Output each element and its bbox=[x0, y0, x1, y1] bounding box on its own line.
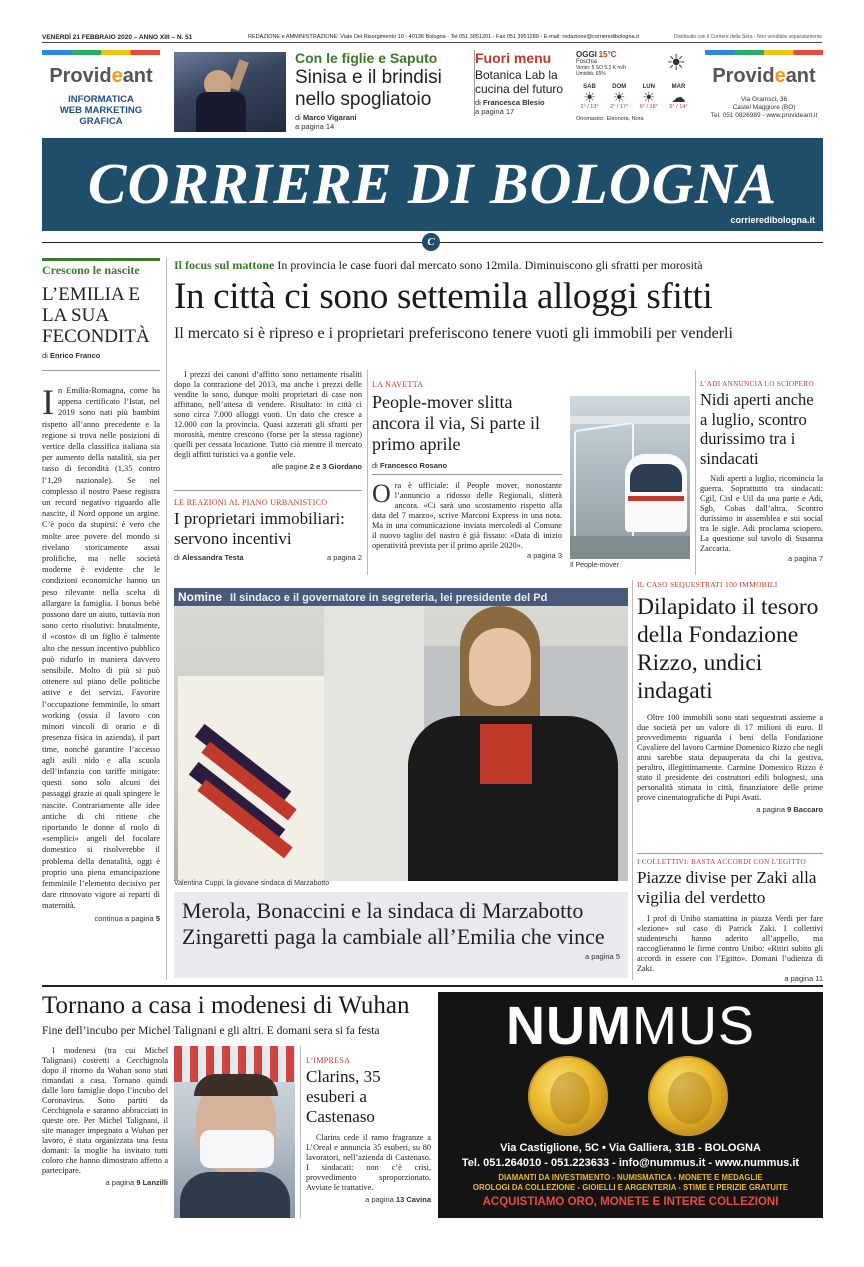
zaki-page-ref: a pagina 11 bbox=[784, 974, 823, 983]
ad-contact: Tel. 051 0826989 - www.provideant.it bbox=[710, 112, 818, 119]
wuhan-body: I modenesi (tra cui Michel Talignani) costretti a Cecchignola dopo il ritorno da Wuhan sono stati rimandati a casa. Tornano quindi dalle loro famiglie dopo l’incubo del Coronavirus. Sono partiti da Cecchignola e saranno abbracciati in queste ore. Per Michel Talignani, il site manager impegnato a Wuhan per lavoro, è stata organizzata una festa domani: la moglie ha invitato tutti coloro che hanno dimostrato affetto a partecipare. bbox=[42, 1046, 168, 1175]
weather-desc: Foschia bbox=[576, 59, 598, 65]
ad-logo: Provideant bbox=[49, 65, 153, 87]
teaser-fuori-menu[interactable]: Fuori menu Botanica Lab la cucina del futuro di Francesca Blesio a pagina 17 bbox=[474, 50, 569, 116]
drop-cap: O bbox=[372, 479, 391, 508]
ad-address-2: Castel Maggiore (BO) bbox=[732, 104, 796, 111]
editorial-author: Enrico Franco bbox=[49, 351, 101, 360]
sciopero-story[interactable] bbox=[700, 380, 823, 563]
rizzo-story[interactable]: IL CASO SEQUESTRATI 100 IMMOBILI Dilapidato il tesoro della Fondazione Rizzo, undici indagati Oltre 100 immobili sono stati sequestrati assieme a due società per un valore di 17 milioni di euro. Il provvedimento riguarda i beni della Fondazione Cavaliere del lavoro Carmine Domenico Rizzo che negli anni sarebbe stata depauperata da chi la gestiva, peraltro, illegittimamente. Carmine Domenico Rizzo è stato il presidente dei costruttori edili bolognesi, una personalità stimata in città, finanziatore delle prime prove cinematografiche di Pupi Avati. a pagina 9 Baccaro bbox=[637, 580, 823, 814]
nummus-line-2: OROLOGI DA COLLEZIONE - GIOIELLI E ARGENTERIA - STIME E PERIZIE GRATUITE bbox=[472, 1183, 789, 1192]
gold-coin-left bbox=[528, 1056, 608, 1136]
nummus-contacts: Tel. 051.264010 - 051.223633 - info@nummus.it - www.nummus.it bbox=[461, 1157, 800, 1169]
navetta-body: ra è ufficiale: il People mover, nonostante l’annuncio a ridosso delle Regionali, slitterà ancora. «Ci sarà uno scostamento rispetto alla data del 7 marzo», scrive Marconi Express in una nota. Ma in una comunicazione inviata mercoledì al Comune il nuovo taglio del nastro è già fissato: «Data di inizio operatività prevista per il primo aprile 2020». bbox=[372, 481, 562, 550]
distribuzione-note: Distribuito con il Corriere della Sera - Non vendibile separatamente bbox=[673, 34, 822, 40]
sciopero-kicker: L’ADI ANNUNCIA LO SCIOPERO bbox=[700, 380, 814, 388]
gold-coin-right bbox=[648, 1056, 728, 1136]
nomine-label: Nomine bbox=[178, 590, 223, 604]
sun-icon: ☀ bbox=[612, 89, 626, 105]
navetta-author: Francesco Rosano bbox=[379, 461, 448, 470]
weather-today-label: OGGI bbox=[576, 50, 597, 59]
nomine-story[interactable] bbox=[174, 892, 628, 978]
talignani-photo[interactable] bbox=[174, 1046, 295, 1218]
forecast-temp: 2° / 17° bbox=[610, 104, 629, 110]
cuppi-caption: Valentina Cuppi, la giovane sindaca di Marzabotto bbox=[174, 880, 330, 887]
lead-page-ref[interactable]: 2 e 3 bbox=[309, 462, 327, 471]
reazioni-page-ref: a pagina 2 bbox=[326, 553, 362, 562]
nummus-line-1: DIAMANTI DA INVESTIMENTO - NUMISMATICA - MONETE E MEDAGLIE bbox=[498, 1173, 763, 1182]
forecast-temp: 2° / 13° bbox=[580, 104, 599, 110]
editorial-kicker: Crescono le nascite bbox=[42, 258, 160, 278]
masthead bbox=[42, 138, 823, 231]
issue-date: VENERDÌ 21 FEBBRAIO 2020 – ANNO XIII – N. 51 bbox=[42, 34, 193, 41]
lead-body: I prezzi dei canoni d’affitto sono nettamente risaliti dopo la contrazione del 2013, ma anche i prezzi delle vendite lo sono, dunque molti proprietari di case non affittano, nell’attesa di vendere. Risultato: in città ci sono circa 7.000 alloggi vuoti. Un dato che cresce a 12.000 con la provincia. Quasi azzerati gli sfratti per morosità, mentre crescono (forse per la stessa ragione) quelli per cessata locazione. Tutto ciò mentre il mercato degli affitti turistici va a gonfie vele. bbox=[174, 370, 362, 459]
rizzo-page-ref[interactable]: 9 bbox=[787, 805, 792, 814]
drop-cap: I bbox=[42, 382, 54, 422]
masthead-seal-icon: C bbox=[422, 233, 440, 251]
forecast-day: LUN bbox=[642, 84, 655, 90]
lead-ref-author: Giordano bbox=[328, 462, 362, 471]
sun-icon: ☀ bbox=[583, 89, 596, 105]
clarins-title: Clarins, 35 esuberi a Castenaso bbox=[306, 1067, 381, 1126]
teaser-page-ref: a pagina 17 bbox=[475, 107, 515, 116]
rizzo-title: Dilapidato il tesoro della Fondazione Rizzo, undici indagati bbox=[637, 594, 819, 704]
editorial-title: L’EMILIA E LA SUA FECONDITÀ bbox=[42, 284, 150, 347]
teaser-kicker: Con le figlie e Saputo bbox=[295, 50, 438, 66]
sciopero-title: Nidi aperti anche a luglio, scontro durissimo tra i sindacati bbox=[700, 390, 814, 468]
rizzo-kicker: IL CASO SEQUESTRATI 100 IMMOBILI bbox=[637, 580, 778, 589]
weather-humidity: Umidità: 65% bbox=[576, 71, 606, 77]
weather-box bbox=[576, 50, 692, 132]
clarins-story[interactable]: L’IMPRESA Clarins, 35 esuberi a Castenaso Clarins cede il ramo fragranze a L’Oreal e annuncia 35 esuberi, su 80 lavoratori, nell’azienda di Castenaso. I sindacati: non c’è crisi, provvedimento sproporzionato. Avviate le trattative. a pagina 13 Cavina bbox=[306, 1056, 431, 1204]
sciopero-body: Nidi aperti a luglio, ricomincia la guerra. Soprattutto tra sindacati: Cgil, Cisl e Uil da una parte e Adi, Sgb, Cobas dall’altra. Scontro durissimo in assemblea e sui social tra le sigle. Adi proclama sciopero. La questione sul tavolo di Susanna Zaccaria. bbox=[700, 474, 823, 553]
navetta-story[interactable]: LA NAVETTA People-mover slitta ancora il via, Si parte il primo aprile di Francesco Rosano Ora è ufficiale: il People mover, nonostante l’annuncio a ridosso delle Regionali, slitterà ancora. «Ci sarà uno scostamento rispetto alla data del 7 marzo», scrive Marconi Express in una nota. Ma in una comunicazione inviata mercoledì al Comune il nuovo taglio del nastro è già fissato: «Data di inizio operatività prevista per il primo aprile 2020». a pagina 3 bbox=[372, 380, 562, 560]
forecast-day: SAB bbox=[583, 84, 596, 90]
sun-icon: ☀ bbox=[666, 50, 686, 75]
people-mover-caption: Il People-mover bbox=[570, 562, 620, 569]
focus-label: Il focus sul mattone bbox=[174, 258, 275, 272]
reazioni-story[interactable]: LE REAZIONI AL PIANO URBANISTICO I proprietari immobiliari: servono incentivi di Alessandra Testa a pagina 2 bbox=[174, 498, 362, 562]
wuhan-page-ref[interactable]: 9 bbox=[136, 1178, 141, 1187]
editorial-body: n Emilia-Romagna, come ha appena certificato l’Istat, nel 2019 sono nati più bambini rispetto all’anno precedente e la regione si trova nelle posizioni di vertice della classifica italiana sia per aumento della natalità, sia per tasso di fecondità (1,35 contro l’1,29 nazionale). Se nel complesso il nostro Paese registra un record negativo riguardo alle nascite, il Nord oppone un argine. C’è poco da stupirsi: è vero che molte aree povere del mondo si rivelano storicamente assai prolifiche, ma nelle società moderne è evidente che le condizioni economiche hanno un peso rilevante nella scelta di allargare la famiglia. I bonus bebè possono dare un aiuto, tuttavia non sono certo risolutivi: brutalmente, il «costo» di un figlio è talmente alto che nessun incentivo pubblico può ridurlo in maniera davvero sensibile. Molto di più si può ottenere sul piano delle politiche attive e dei servizi. Favorire l’occupazione femminile, lo smart working (ossia il lavoro con minori vincoli di orario e di presenza fisica in azienda), il part time, nonché garantire l’accesso agli asili nido e alla scuola dell’infanzia con tariffe mitigate: questi sono solo alcuni dei passaggi grazie ai quali spingere le nascite. Contrariamente alle idee antiche di chi ritiene che riportando le donne al ruolo di «semplici» angeli del focolare domestico si risolverebbe il problema della denatalità, oggi è proprio una piena emancipazione femminile l’elemento decisivo per dare rinnovato vigore ai reparti di maternità. bbox=[42, 386, 160, 911]
ad-color-stripe bbox=[42, 50, 160, 55]
teaser-title: Botanica Lab la cucina del futuro bbox=[475, 68, 564, 96]
zaki-kicker: I COLLETTIVI: BASTA ACCORDI CON L’EGITTO bbox=[637, 858, 806, 866]
forecast-day: MAR bbox=[671, 84, 686, 90]
forecast-temp: 6° / 18° bbox=[639, 104, 658, 110]
ad-line-1: INFORMATICA bbox=[68, 94, 134, 105]
ad-address-1: Via Gramsci, 36 bbox=[740, 96, 788, 103]
weather-today-temp: 15°C bbox=[598, 50, 617, 59]
teaser-kicker: Fuori menu bbox=[475, 50, 552, 66]
reazioni-author: Alessandra Testa bbox=[181, 553, 244, 562]
nummus-line-3: ACQUISTIAMO ORO, MONETE E INTERE COLLEZIONI bbox=[482, 1196, 779, 1208]
ad-line-2: WEB MARKETING bbox=[59, 105, 143, 116]
rizzo-body: Oltre 100 immobili sono stati sequestrati assieme a due società per un valore di 17 milioni di euro. Il provvedimento riguarda i beni della Fondazione Cavaliere del lavoro Carmine Domenico Rizzo che negli anni sarebbe stata depauperata da chi la gestiva, peraltro, illegittimamente. Carmine Domenico Rizzo è stato il presidente dei costruttori edili bolognesi, una personalità stimata in città, finanziatore delle prime prove cinematografiche di Pupi Avati. bbox=[637, 713, 823, 802]
rizzo-ref-author: Baccaro bbox=[793, 805, 823, 814]
sciopero-page-ref: a pagina 7 bbox=[787, 554, 823, 563]
nomine-page-ref: a pagina 5 bbox=[584, 952, 620, 961]
nomine-bar bbox=[174, 588, 628, 606]
people-mover-photo[interactable] bbox=[570, 396, 690, 559]
ad-logo: Provideant bbox=[712, 65, 816, 87]
editorial-column: Crescono le nascite L’EMILIA E LA SUA FECONDITÀ di Enrico Franco In Emilia-Romagna, come ha appena certificato l’Istat, nel 2019 sono nati più bambini rispetto all’anno precedente e la regione si trova nelle posizioni di vertice della classifica italiana sia per aumento della natalità, sia per tasso di fecondità (1,35 contro l’1,29 nazionale). Se nel complesso il nostro Paese registra un record negativo riguardo alle nascite, il Nord oppone un argine. C’è poco da stupirsi: è vero che molte aree povere del mondo si rivelano storicamente assai prolifiche, ma nelle società moderne è evidente che le condizioni economiche hanno un peso rilevante nella scelta di allargare la famiglia. I bonus bebè possono dare un aiuto, tuttavia non sono certo risolutivi: brutalmente, il «costo» di un figlio è talmente alto che nessun incentivo pubblico può ridurlo in maniera davvero sensibile. Molto di più si può ottenere sul piano delle politiche attive e dei servizi. Favorire l’occupazione femminile, lo smart working (ossia il lavoro con minori vincoli di orario e di presenza fisica in azienda), il part time, nonché garantire l’accesso agli asili nido e alla scuola dell’infanzia con tariffe mitigate: questi sono solo alcuni dei passaggi grazie ai quali spingere le nascite. Contrariamente alle idee antiche di chi ritiene che riportando le donne al ruolo di «semplici» angeli del focolare domestico si risolverebbe il problema della denatalità, oggi è proprio una piena emancipazione femminile l’elemento decisivo per dare rinnovato vigore ai reparti di maternità. continua a pagina 5 bbox=[42, 258, 160, 980]
lead-headline: In città ci sono settemila alloggi sfitti bbox=[174, 276, 713, 317]
teaser-author: Francesca Blesio bbox=[482, 98, 545, 107]
teaser-photo-sinisa[interactable] bbox=[174, 52, 286, 132]
teaser-title: Sinisa e il brindisi nello spogliatoio bbox=[295, 67, 442, 110]
nummus-address: Via Castiglione, 5C • Via Galliera, 31B - BOLOGNA bbox=[500, 1142, 761, 1154]
ad-color-stripe bbox=[705, 50, 823, 55]
nomine-headline: Merola, Bonaccini e la sindaca di Marzabotto Zingaretti paga la cambiale all’Emilia che vince bbox=[182, 898, 605, 949]
navetta-title: People-mover slitta ancora il via, Si parte il primo aprile bbox=[372, 392, 540, 454]
weather-onomastici: Onomastici: Eleonora, Nora bbox=[576, 116, 644, 122]
ad-line-3: GRAFICA bbox=[79, 116, 123, 127]
navetta-page-ref: a pagina 3 bbox=[526, 551, 562, 560]
navetta-kicker: LA NAVETTA bbox=[372, 380, 424, 389]
forecast-day: DOM bbox=[612, 84, 627, 90]
reazioni-title: I proprietari immobiliari: servono incentivi bbox=[174, 509, 345, 548]
wuhan-subhead: Fine dell’incubo per Michel Talignani e gli altri. E domani sera si fa festa bbox=[42, 1025, 380, 1037]
clarins-page-ref[interactable]: 13 bbox=[395, 1195, 405, 1204]
zaki-title: Piazze divise per Zaki alla vigilia del verdetto bbox=[637, 868, 817, 907]
clarins-ref-author: Cavina bbox=[406, 1195, 431, 1204]
wuhan-ref-author: Lanzilli bbox=[142, 1178, 168, 1187]
teaser-sinisa[interactable]: Con le figlie e Saputo Sinisa e il brindisi nello spogliatoio di Marco Vigarani a pagina 14 bbox=[295, 50, 465, 131]
lead-subhead: Il mercato si è ripreso e i proprietari preferiscono tenere vuoti gli immobili per venderli bbox=[174, 325, 733, 342]
forecast-temp: 5° / 14° bbox=[669, 104, 688, 110]
wuhan-title: Tornano a casa i modenesi di Wuhan bbox=[42, 992, 410, 1019]
ad-provideant-right[interactable] bbox=[705, 50, 823, 132]
redazione-info: REDAZIONE e AMMINISTRAZIONE: Viale Del Risorgimento 10 - 40136 Bologna - Tel 051 3951201 - Fax 051 3951289 - E-mail: redazione@corrieredibologna.it bbox=[248, 34, 639, 40]
zaki-story[interactable] bbox=[637, 858, 823, 983]
wuhan-story[interactable] bbox=[42, 992, 434, 1038]
ad-provideant-left[interactable] bbox=[42, 50, 160, 132]
nomine-text: Il sindaco e il governatore in segreteria, lei presidente del Pd bbox=[230, 592, 548, 604]
masthead-title: CORRIERE DI BOLOGNA bbox=[87, 151, 778, 216]
sun-icon: ☀ bbox=[642, 89, 656, 105]
teaser-page-ref: a pagina 14 bbox=[295, 122, 335, 131]
ad-nummus[interactable] bbox=[438, 992, 823, 1218]
masthead-url[interactable]: corrieredibologna.it bbox=[730, 215, 815, 225]
lead-story[interactable] bbox=[174, 258, 824, 343]
cuppi-photo[interactable] bbox=[174, 606, 628, 881]
teaser-author: Marco Vigarani bbox=[302, 113, 357, 122]
cloud-icon: ☁ bbox=[671, 89, 686, 105]
reazioni-kicker: LE REAZIONI AL PIANO URBANISTICO bbox=[174, 498, 328, 507]
weather-wind: Vento: 5 SO 5.2 K m/h bbox=[576, 65, 626, 71]
clarins-body: Clarins cede il ramo fragranze a L’Oreal e annuncia 35 esuberi, su 80 lavoratori, nell’azienda di Castenaso. I sindacati: non c’è crisi, provvedimento sproporzionato. Avviate le trattative. bbox=[306, 1133, 431, 1192]
nummus-logo: NUMMUS bbox=[506, 996, 755, 1056]
clarins-kicker: L’IMPRESA bbox=[306, 1056, 351, 1065]
zaki-body: I prof di Unibo stamattina in piazza Verdi per fare «lezione» sul caso di Patrick Zaki. I collettivi studenteschi hanno aderito all’appello, ma raccoglieranno le firme contro Unibo: «Ritiri subito gli accordi in essere con l’Egitto». Domani l’udienza di Zaki. bbox=[637, 914, 823, 973]
continua-ref[interactable]: continua a pagina bbox=[94, 913, 154, 923]
focus-text: In provincia le case fuori dal mercato sono 12mila. Diminuiscono gli sfratti per morosità bbox=[277, 258, 703, 272]
